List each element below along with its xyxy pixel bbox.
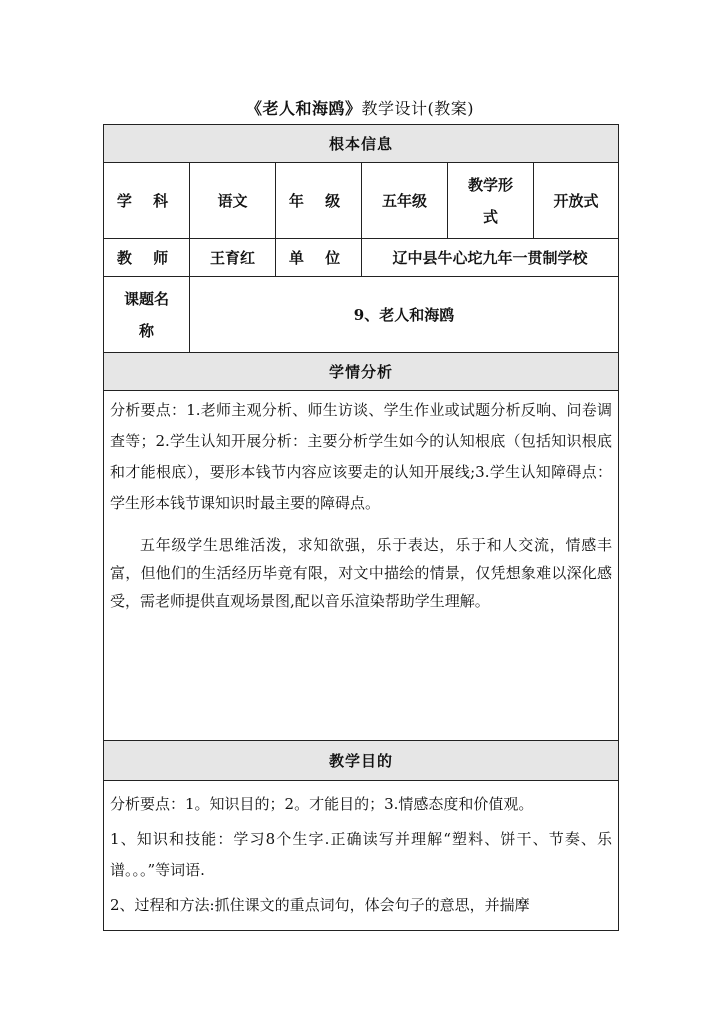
teaching-form-label: 教学形式 xyxy=(448,163,534,239)
topic-value: 9、老人和海鸥 xyxy=(190,277,619,353)
learner-analysis-body: 五年级学生思维活泼，求知欲强，乐于表达，乐于和人交流，情感丰富，但他们的生活经历毕竟有限，对文中描绘的情景，仅凭想象难以深化感受，需老师提供直观场景图,配以音乐渲染帮助学生理解。 xyxy=(110,536,613,610)
objectives-header: 教学目的 xyxy=(104,741,619,781)
learner-analysis-key-points: 分析要点：1.老师主观分析、师生访谈、学生作业或试题分析反响、问卷调查等；2.学生认知开展分析：主要分析学生如今的认知根底（包括知识根底和才能根底），要形本钱节内容应该要走的认知开展线;3.学生认知障碍点：学生形本钱节课知识时最主要的障碍点。 xyxy=(110,401,613,512)
unit-value: 辽中县牛心坨九年一贯制学校 xyxy=(362,239,619,277)
teacher-value: 王育红 xyxy=(190,239,276,277)
grade-value: 五年级 xyxy=(362,163,448,239)
subject-label: 学 科 xyxy=(104,163,190,239)
learner-analysis-content xyxy=(104,391,619,741)
lesson-plan-table xyxy=(103,124,619,931)
subject-value: 语文 xyxy=(190,163,276,239)
title-suffix: 教学设计(教案) xyxy=(361,99,474,118)
teaching-form-value: 开放式 xyxy=(534,163,619,239)
grade-label: 年 级 xyxy=(276,163,362,239)
objectives-content xyxy=(104,781,619,931)
unit-label: 单 位 xyxy=(276,239,362,277)
objectives-key-points: 分析要点：1。知识目的；2。才能目的；3.情感态度和价值观。 xyxy=(110,795,534,813)
title-book-name: 《老人和海鸥》 xyxy=(245,99,362,118)
objective-knowledge-skills: 1、知识和技能：学习8个生字.正确读写并理解“塑料、饼干、节奏、乐谱。。。”等词语. xyxy=(110,830,613,879)
document-title xyxy=(0,96,720,119)
teacher-label: 教 师 xyxy=(104,239,190,277)
objective-process-methods: 2、过程和方法:抓住课文的重点词句，体会句子的意思，并揣摩 xyxy=(110,896,530,914)
basic-info-header: 根本信息 xyxy=(104,125,619,163)
topic-label: 课题名称 xyxy=(104,277,190,353)
learner-analysis-header: 学情分析 xyxy=(104,353,619,391)
